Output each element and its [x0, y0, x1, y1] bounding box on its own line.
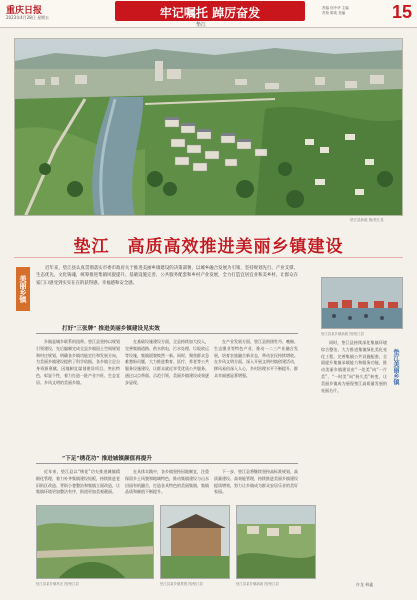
section-2-col-2: 在具体实践中，各乡镇坚持因地制宜，注重保留乡土风貌和地域特色，推动集镇建设与山水田园有机融合，打造各具特色的美丽集镇，集镇品质和颜值不断提升。 [125, 469, 209, 495]
section-2-subhead: “下足”绣花功” 推进城镇颜值再提升 [62, 456, 152, 462]
bottom-photo-3-caption: 垫江县某乡镇新貌 图/垫江县 [236, 582, 279, 586]
section-2-col-3: 下一步，垫江县将继续坚持高标准规划、高质量建设、高效能管理，持续推进美丽乡镇建设提质增效，努力让乡镇成为群众安居乐业的美好家园。 [214, 469, 298, 495]
issue-date: 2023年4月28日 星期五 [6, 15, 50, 20]
section-1-subhead: 打好“三张牌” 推进美丽乡镇建设见实效 [62, 326, 160, 332]
column-banner [115, 1, 305, 21]
page-headline [14, 232, 403, 257]
sidebar-tag: 垫江美丽乡镇 [392, 349, 399, 385]
banner-text: 牢记嘱托 踔厉奋发 [159, 6, 261, 20]
intro-tag: 美丽乡镇 [16, 267, 30, 311]
section-1-col-2: 在基础设施建设方面，全县持续加大投入，完善集镇道路、供水供电、污水处理、垃圾收运等设施，集镇面貌焕然一新。同时，聚焦群众急难愁盼问题，大力推进教育、医疗、养老等公共服务设施建设，让群众就近享受优质公共服务。通过以点带面、示范引领，美丽乡镇建设成效逐步显现。 [125, 339, 209, 385]
section-2-col-1: 近年来，垫江县以“绣花”功夫推进城镇精细化管理，着力补齐集镇建设短板，持续推进老旧街区改造、背街小巷整治和集镇立面改造，让集镇环境更加整洁有序，街道更加美观靓丽。 [36, 469, 120, 495]
page-number: 15 [392, 2, 413, 22]
section-1-col-3: 在产业发展方面，垫江县围绕牡丹、晚柚、生态渔业等特色产业，推动一二三产业融合发展，培育农旅融合新业态，带动农民持续增收。在乡风文明方面，深入开展文明村镇创建活动，移风易俗深入人心，乡村治理水平不断提升，群众幸福感显著增强。 [214, 339, 298, 378]
editor-line: 责编 何中华 主编 [322, 6, 349, 10]
headline-title: 高质高效推进美丽乡镇建设 [127, 237, 344, 257]
section-1-col-1: 乡镇是城乡联系的纽带。垫江县坚持以规划引领建设，先后编制完成全县乡镇国土空间规划和村庄规划，明确各乡镇功能定位和发展方向，为美丽乡镇建设提供了科学依据。各乡镇立足自身资源禀赋，因地制宜谋划建设项目，突出特色、彰显个性，着力打造一批产业兴旺、生态宜居、乡风文明的美丽乡镇。 [36, 339, 120, 385]
title-divider [14, 257, 403, 258]
section-2-rule [36, 463, 298, 464]
section-1-rule [36, 333, 298, 334]
bottom-photo-1 [36, 505, 154, 579]
section-label: 垫江 [196, 22, 207, 28]
hero-caption: 垫江县新貌 图/垫江县 [350, 218, 384, 222]
sidebar-photo-caption: 垫江县某乡镇新貌 图/垫江县 [321, 332, 364, 336]
bottom-photo-1-caption: 垫江县某乡镇风光 图/垫江县 [36, 582, 79, 586]
editor-line: 责校 陈欢 美编 [322, 11, 346, 15]
page-masthead [0, 0, 417, 28]
headline-place: 垫江 [73, 237, 110, 257]
intro-paragraph: 近年来，垫江县认真贯彻落实市委市政府关于推进美丽乡镇建设的决策部署，以城乡融合发展为引领，坚持规划先行、产业支撑、生态优先、文化铸魂，统筹推进集镇风貌提升、基础设施完善、公共服务配套和乡村产业发展，全力打造宜居宜业和美乡村，让群众在家门口感受到实实在在的获得感、幸福感和安全感。 [36, 266, 298, 286]
hero-photo [14, 38, 403, 216]
article-author: 许龙 林鑫 [356, 582, 374, 587]
bottom-photo-2 [160, 505, 230, 579]
sidebar-text: 同时，垫江县持续深化集镇环境综合整治，大力推进集镇绿化美化亮化工程，完善集镇公共设施配套，全面提升集镇承载能力和服务功能，推动美丽乡镇建设由“一处美”向“一片美”、“一时美”向“持久美”转变，让美丽乡镇成为展现垫江高质量发展的亮丽名片。 [321, 340, 387, 393]
newspaper-logo: 重庆日报 [6, 6, 43, 16]
editor-info [322, 6, 349, 16]
sidebar-photo [321, 277, 403, 329]
bottom-photo-2-caption: 垫江县某乡镇景观 图/垫江县 [160, 582, 203, 586]
bottom-photo-3 [236, 505, 316, 579]
